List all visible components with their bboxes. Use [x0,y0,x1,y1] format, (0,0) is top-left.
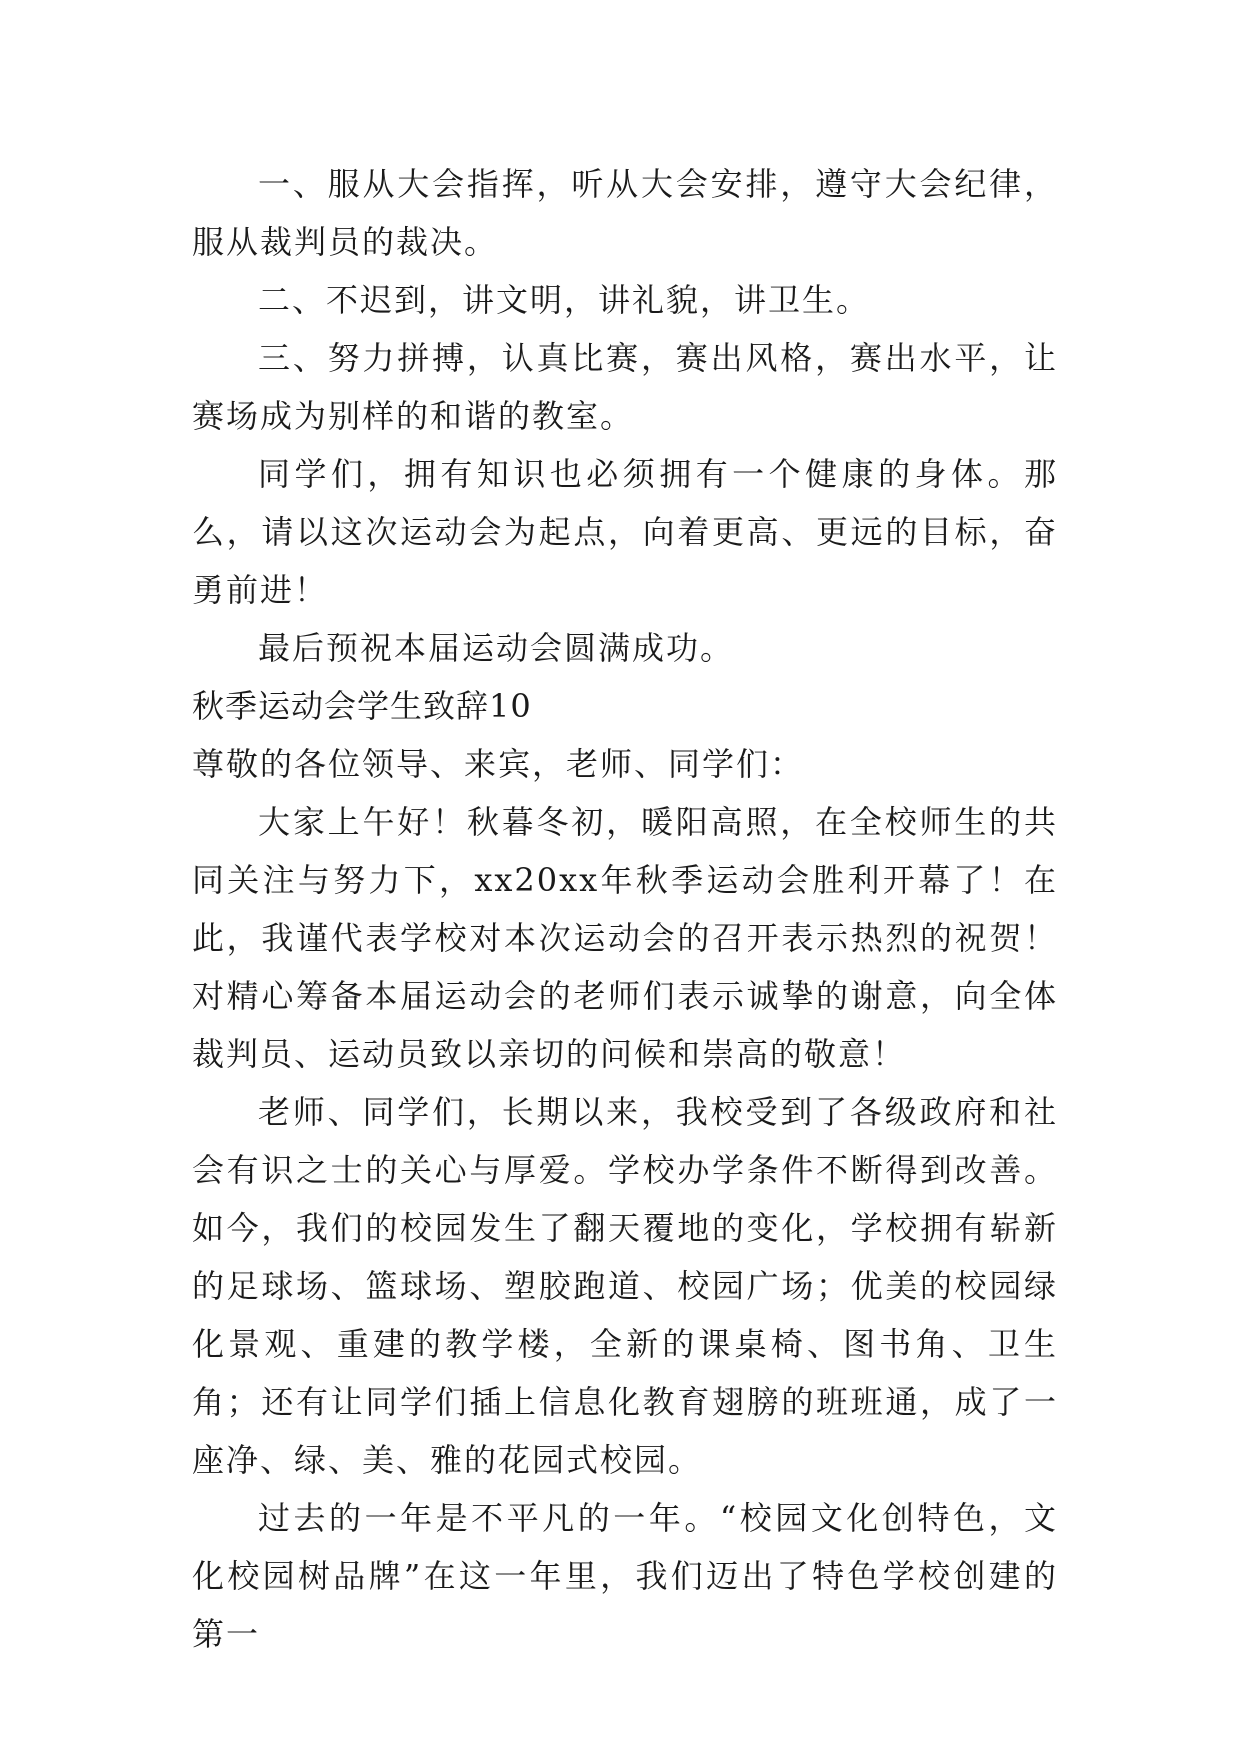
paragraph-closing-wish: 最后预祝本届运动会圆满成功。 [258,629,735,667]
paragraph-rule-2: 二、不迟到，讲文明，讲礼貌，讲卫生。 [258,281,871,319]
section-title: 秋季运动会学生致辞10 [192,687,532,725]
paragraph-rule-1: 一、服从大会指挥，听从大会安排，遵守大会纪律，服从裁判员的裁决。 [192,165,1058,261]
paragraph-encouragement: 同学们，拥有知识也必须拥有一个健康的身体。那么，请以这次运动会为起点，向着更高、更远的目标，奋勇前进！ [192,455,1058,609]
paragraph-school-improvements: 老师、同学们，长期以来，我校受到了各级政府和社会有识之士的关心与厚爱。学校办学条件不断得到改善。如今，我们的校园发生了翻天覆地的变化，学校拥有崭新的足球场、篮球场、塑胶跑道、校园广场；优美的校园绿化景观、重建的教学楼，全新的课桌椅、图书角、卫生角；还有让同学们插上信息化教育翅膀的班班通，成了一座净、绿、美、雅的花园式校园。 [192,1093,1058,1479]
paragraph-past-year: 过去的一年是不平凡的一年。“校园文化创特色，文化校园树品牌”在这一年里，我们迈出了特色学校创建的第一 [192,1499,1058,1653]
paragraph-rule-3: 三、努力拼搏，认真比赛，赛出风格，赛出水平，让赛场成为别样的和谐的教室。 [192,339,1058,435]
paragraph-opening: 大家上午好！秋暮冬初，暖阳高照，在全校师生的共同关注与努力下，xx20xx年秋季运动会胜利开幕了！在此，我谨代表学校对本次运动会的召开表示热烈的祝贺！对精心筹备本届运动会的老师们表示诚挚的谢意，向全体裁判员、运动员致以亲切的问候和崇高的敬意！ [192,803,1058,1073]
document-body [192,155,1058,1663]
salutation: 尊敬的各位领导、来宾，老师、同学们： [192,745,805,783]
